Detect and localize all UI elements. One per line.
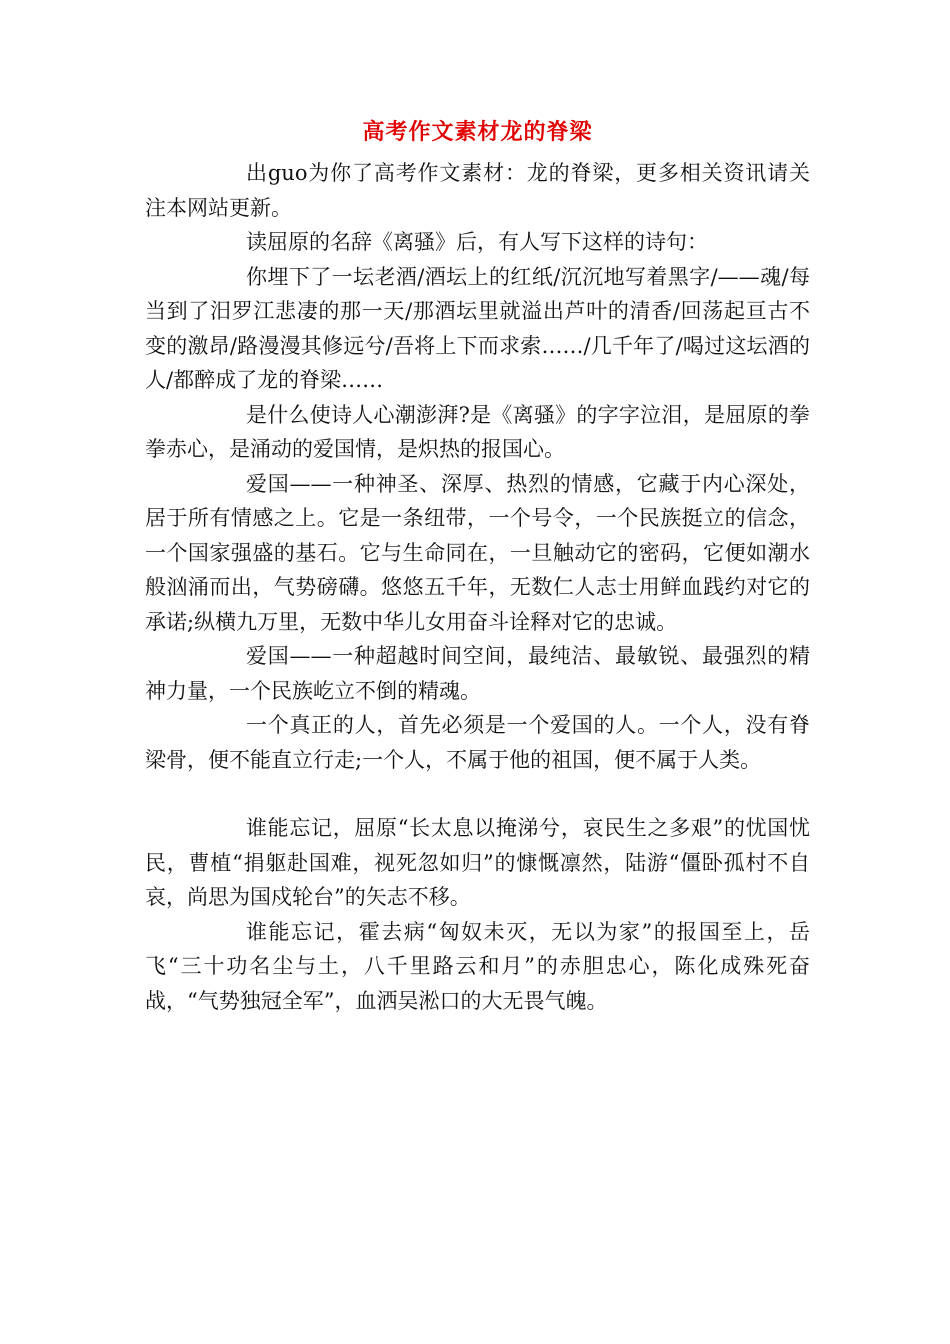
paragraph-poem-intro: 读屈原的名辞《离骚》后，有人写下这样的诗句： <box>246 230 708 254</box>
paragraph-intro: 出guo为你了高考作文素材：龙的脊梁，更多相关资讯请关注本网站更新。 <box>145 161 810 220</box>
paragraph-spacer <box>145 777 810 811</box>
paragraph-who-can-forget-1: 谁能忘记，屈原“长太息以掩涕兮，哀民生之多艰”的忧国忧民，曹植“捐躯赴国难，视死忽如归”的慷慨凛然，陆游“僵卧孤村不自哀，尚思为国戍轮台”的矢志不移。 <box>145 816 810 909</box>
paragraph-poem: 你埋下了一坛老酒/酒坛上的红纸/沉沉地写着黑字/——魂/每当到了汨罗江悲凄的那一天/那酒坛里就溢出芦叶的清香/回荡起亘古不变的激昂/路漫漫其修远兮/吾将上下而求索……/几千年了/喝过这坛酒的人/都醉成了龙的脊梁…… <box>145 264 810 392</box>
paragraph-question: 是什么使诗人心潮澎湃?是《离骚》的字字泣泪，是屈原的拳拳赤心，是涌动的爱国情，是炽热的报国心。 <box>145 402 810 461</box>
document-page <box>145 112 810 1018</box>
paragraph-true-person: 一个真正的人，首先必须是一个爱国的人。一个人，没有脊梁骨，便不能直立行走;一个人，不属于他的祖国，便不属于人类。 <box>145 713 810 772</box>
paragraph-patriotism-2: 爱国——一种超越时间空间，最纯洁、最敏锐、最强烈的精神力量，一个民族屹立不倒的精魂。 <box>145 644 810 703</box>
paragraph-who-can-forget-2: 谁能忘记，霍去病“匈奴未灭，无以为家”的报国至上，岳飞“三十功名尘与土，八千里路云和月”的赤胆忠心，陈化成殊死奋战，“气势独冠全军”，血洒吴淞口的大无畏气魄。 <box>145 919 810 1013</box>
paragraph-patriotism-1: 爱国——一种神圣、深厚、热烈的情感，它藏于内心深处，居于所有情感之上。它是一条纽带，一个号令，一个民族挺立的信念，一个国家强盛的基石。它与生命同在，一旦触动它的密码，它便如潮水般汹涌而出，气势磅礴。悠悠五千年，无数仁人志士用鲜血践约对它的承诺;纵横九万里，无数中华儿女用奋斗诠释对它的忠诚。 <box>145 471 810 634</box>
document-title: 高考作文素材龙的脊梁 <box>362 119 593 145</box>
